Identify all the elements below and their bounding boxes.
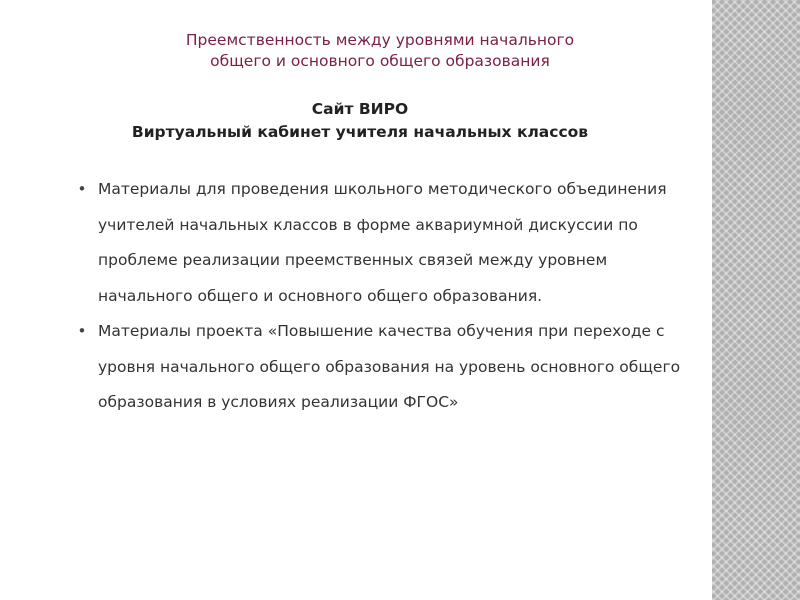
bullet-dot-icon: • <box>77 322 87 340</box>
bullet-dot-icon: • <box>77 180 87 198</box>
slide-title <box>80 30 680 72</box>
bullet-item <box>76 172 686 314</box>
decorative-side-stripe <box>712 0 800 600</box>
bullet-item <box>76 314 686 421</box>
slide-title-line-1: Преемственность между уровнями начального <box>185 31 575 49</box>
slide-subtitle <box>60 98 660 144</box>
bullet-list <box>76 172 686 421</box>
cabinet-name: Виртуальный кабинет учителя начальных классов <box>131 123 589 141</box>
site-name: Сайт ВИРО <box>311 100 409 118</box>
bullet-text: Материалы проекта «Повышение качества обучения при переходе с уровня начального общего образования на уровень основного общего образования в условиях реализации ФГОС» <box>98 322 681 411</box>
slide-title-line-2: общего и основного общего образования <box>210 52 550 70</box>
bullet-text: Материалы для проведения школьного методического объединения учителей начальных классов в форме аквариумной дискуссии по проблеме реализации преемственных связей между уровнем начального общего и основного общего образования. <box>98 180 667 305</box>
